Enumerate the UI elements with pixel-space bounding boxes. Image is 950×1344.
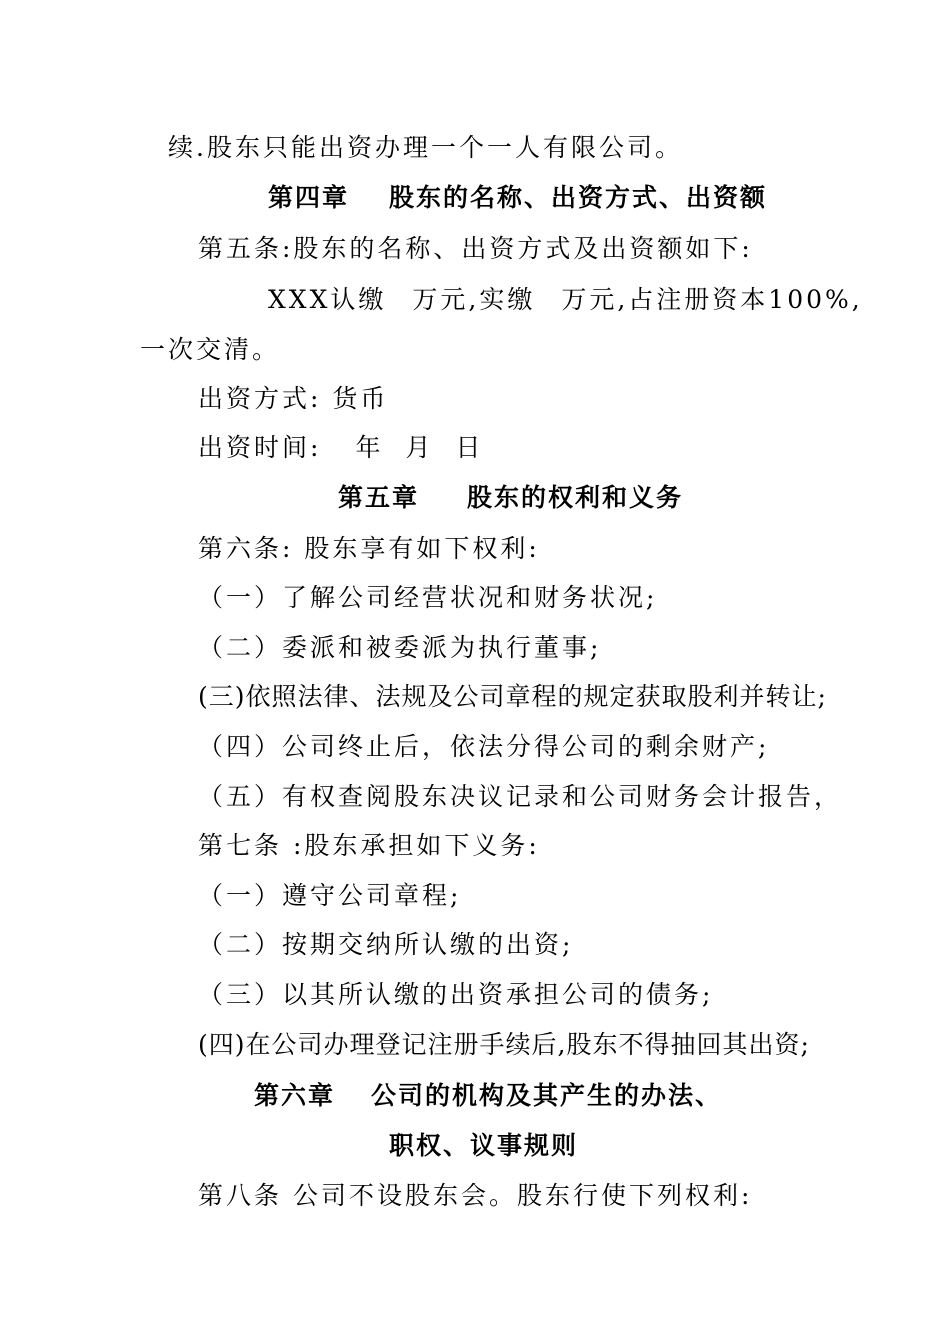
chapter-title-continued: 职权、议事规则 — [389, 1131, 579, 1160]
chapter-heading — [338, 481, 683, 515]
body-line: 出资方式: 货币 — [198, 384, 389, 413]
chapter-title: 股东的名称、出资方式、出资额 — [389, 183, 768, 212]
list-item: (四)在公司办理登记注册手续后,股东不得抽回其出资; — [198, 1030, 810, 1059]
list-item: （五）有权查阅股东决议记录和公司财务会计报告， — [198, 782, 843, 811]
article-line: 第五条:股东的名称、出资方式及出资额如下: — [198, 234, 753, 263]
chapter-title: 股东的权利和义务 — [467, 483, 684, 512]
list-item: （二）按期交纳所认缴的出资; — [198, 930, 574, 959]
contribution-time-label: 出资时间: — [198, 433, 322, 462]
contribution-paid: 万元,实缴 — [412, 285, 536, 314]
date-day: 日 — [455, 433, 484, 462]
list-item: （一）遵守公司章程; — [198, 881, 462, 910]
chapter-title: 公司的机构及其产生的办法、 — [371, 1081, 723, 1110]
list-item: （一）了解公司经营状况和财务状况; — [198, 583, 658, 612]
body-line — [268, 283, 863, 317]
list-item: （二）委派和被委派为执行董事; — [198, 633, 602, 662]
list-item: （四）公司终止后，依法分得公司的剩余财产; — [198, 732, 770, 761]
date-year: 年 — [355, 433, 384, 462]
contribution-ratio: 万元,占注册资本100%, — [561, 285, 863, 314]
article-line: 第七条 :股东承担如下义务: — [198, 831, 540, 860]
article-line: 第八条 公司不设股东会。股东行使下列权利: — [198, 1181, 753, 1210]
contribution-subscribed: XXX认缴 — [268, 285, 387, 314]
list-item: (三)依照法律、法规及公司章程的规定获取股利并转让; — [198, 682, 827, 711]
chapter-number: 第六章 — [254, 1081, 336, 1110]
body-line: 一次交清。 — [140, 335, 281, 364]
chapter-heading — [268, 181, 767, 215]
body-line — [198, 431, 483, 465]
date-month: 月 — [405, 433, 434, 462]
chapter-number: 第四章 — [268, 183, 350, 212]
chapter-heading — [254, 1079, 722, 1113]
body-line: 续.股东只能出资办理一个一人有限公司。 — [168, 133, 683, 162]
chapter-number: 第五章 — [338, 483, 420, 512]
list-item: （三）以其所认缴的出资承担公司的债务; — [198, 980, 714, 1009]
article-line: 第六条: 股东享有如下权利: — [198, 534, 540, 563]
